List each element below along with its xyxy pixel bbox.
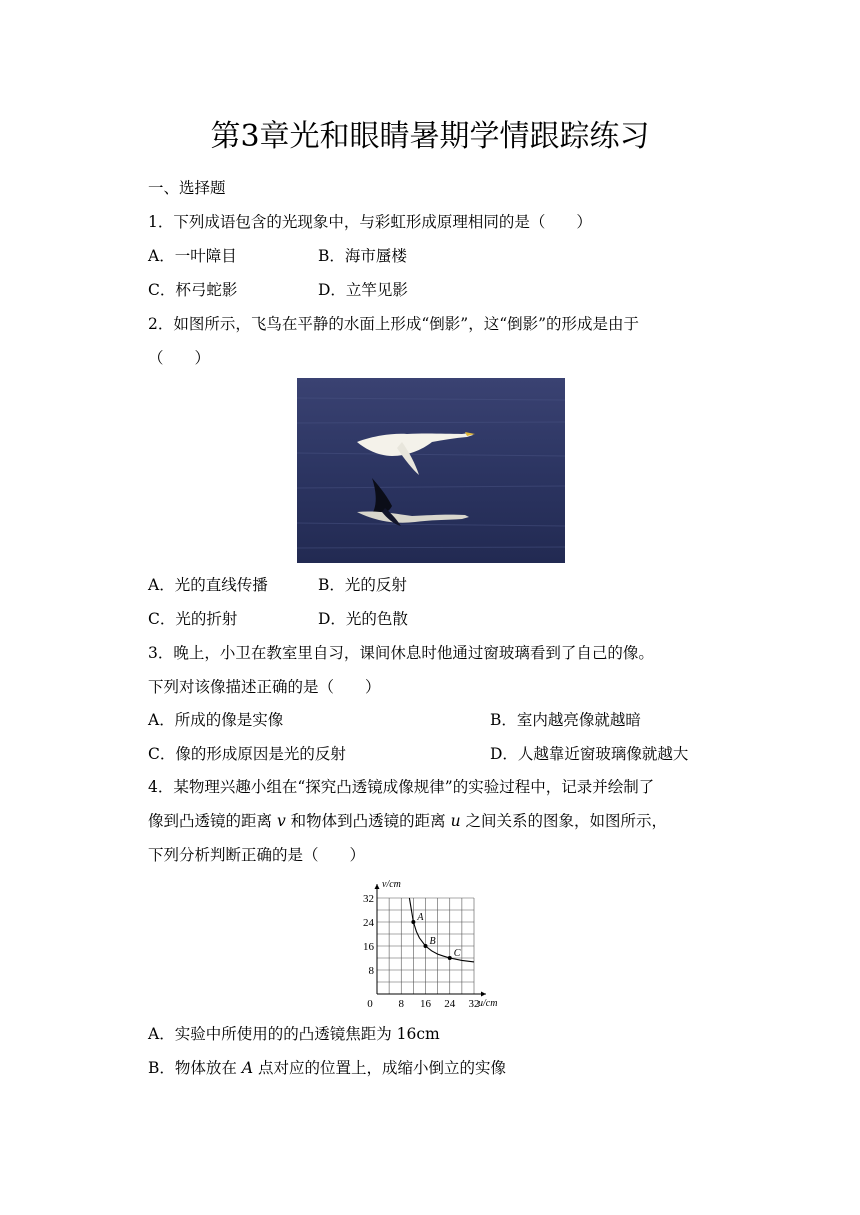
y-axis-label: v/cm <box>382 879 401 890</box>
y-axis-arrow-icon <box>375 884 380 889</box>
point-label-a: A <box>417 912 424 923</box>
q3-option-a[interactable]: A．所成的像是实像 <box>148 711 284 729</box>
x-tick-label: 8 <box>398 998 404 1010</box>
v-u-graph <box>352 872 512 1012</box>
q2-stem-line1: 2．如图所示，飞鸟在平静的水面上形成“倒影”，这“倒影”的形成是由于 <box>148 315 640 333</box>
q2-option-d[interactable]: D．光的色散 <box>318 610 408 628</box>
q3-stem-line1: 3．晚上，小卫在教室里自习，课间休息时他通过窗玻璃看到了自己的像。 <box>148 644 654 662</box>
x-tick-label: 0 <box>367 998 373 1010</box>
q1-option-c[interactable]: C．杯弓蛇影 <box>148 281 238 299</box>
q1-stem: 1．下列成语包含的光现象中，与彩虹形成原理相同的是（ ） <box>148 213 592 231</box>
y-tick-label: 24 <box>363 917 374 929</box>
swan-reflection-photo <box>297 378 565 563</box>
q4-stem-line1: 4．某物理兴趣小组在“探究凸透镜成像规律”的实验过程中，记录并绘制了 <box>148 778 655 796</box>
section-heading: 一、选择题 <box>148 179 226 197</box>
q4-option-b-text-2: 点对应的位置上，成缩小倒立的实像 <box>253 1059 506 1077</box>
point-label-b: B <box>429 936 436 947</box>
q1-option-d[interactable]: D．立竿见影 <box>318 281 408 299</box>
q4-option-b[interactable] <box>148 1057 506 1079</box>
x-axis-label: u/cm <box>478 998 498 1009</box>
point-label-c: C <box>453 948 461 959</box>
q4-stem-line2 <box>148 810 667 832</box>
q4-var-v: v <box>276 812 286 830</box>
q4-option-b-var: A <box>241 1059 254 1077</box>
q3-stem-line2: 下列对该像描述正确的是（ ） <box>148 678 381 696</box>
y-tick-label: 32 <box>363 893 374 905</box>
q4-option-b-text-1: B．物体放在 <box>148 1059 242 1077</box>
q4-stem-text-a: 像到凸透镜的距离 <box>148 812 277 830</box>
q2-option-b[interactable]: B．光的反射 <box>318 576 407 594</box>
v-u-curve <box>409 898 474 962</box>
data-point-b <box>424 944 428 948</box>
x-tick-label: 16 <box>420 998 431 1010</box>
x-tick-label: 24 <box>444 998 456 1010</box>
q4-stem-text-c: 之间关系的图象，如图所示， <box>460 812 667 830</box>
x-axis-arrow-icon <box>481 992 486 997</box>
y-tick-label: 16 <box>363 941 374 953</box>
y-tick-label: 8 <box>368 965 374 977</box>
q3-option-c[interactable]: C．像的形成原因是光的反射 <box>148 745 346 763</box>
q1-option-b[interactable]: B．海市蜃楼 <box>318 247 407 265</box>
x-tick-label: 32 <box>468 998 480 1010</box>
q2-option-c[interactable]: C．光的折射 <box>148 610 238 628</box>
page-title: 第3章光和眼睛暑期学情跟踪练习 <box>210 119 650 154</box>
q4-stem-line3: 下列分析判断正确的是（ ） <box>148 846 366 864</box>
q2-stem-line2: （ ） <box>148 349 211 367</box>
q1-option-a[interactable]: A．一叶障目 <box>148 247 237 265</box>
q4-option-a[interactable]: A．实验中所使用的的凸透镜焦距为 16cm <box>148 1025 440 1043</box>
data-point-c <box>448 956 452 960</box>
data-point-a <box>411 920 415 924</box>
q3-option-b[interactable]: B．室内越亮像就越暗 <box>490 711 641 729</box>
q4-stem-text-b: 和物体到凸透镜的距离 <box>285 812 451 830</box>
q4-var-u: u <box>450 812 461 830</box>
q3-option-d[interactable]: D．人越靠近窗玻璃像就越大 <box>490 745 689 763</box>
q2-option-a[interactable]: A．光的直线传播 <box>148 576 268 594</box>
